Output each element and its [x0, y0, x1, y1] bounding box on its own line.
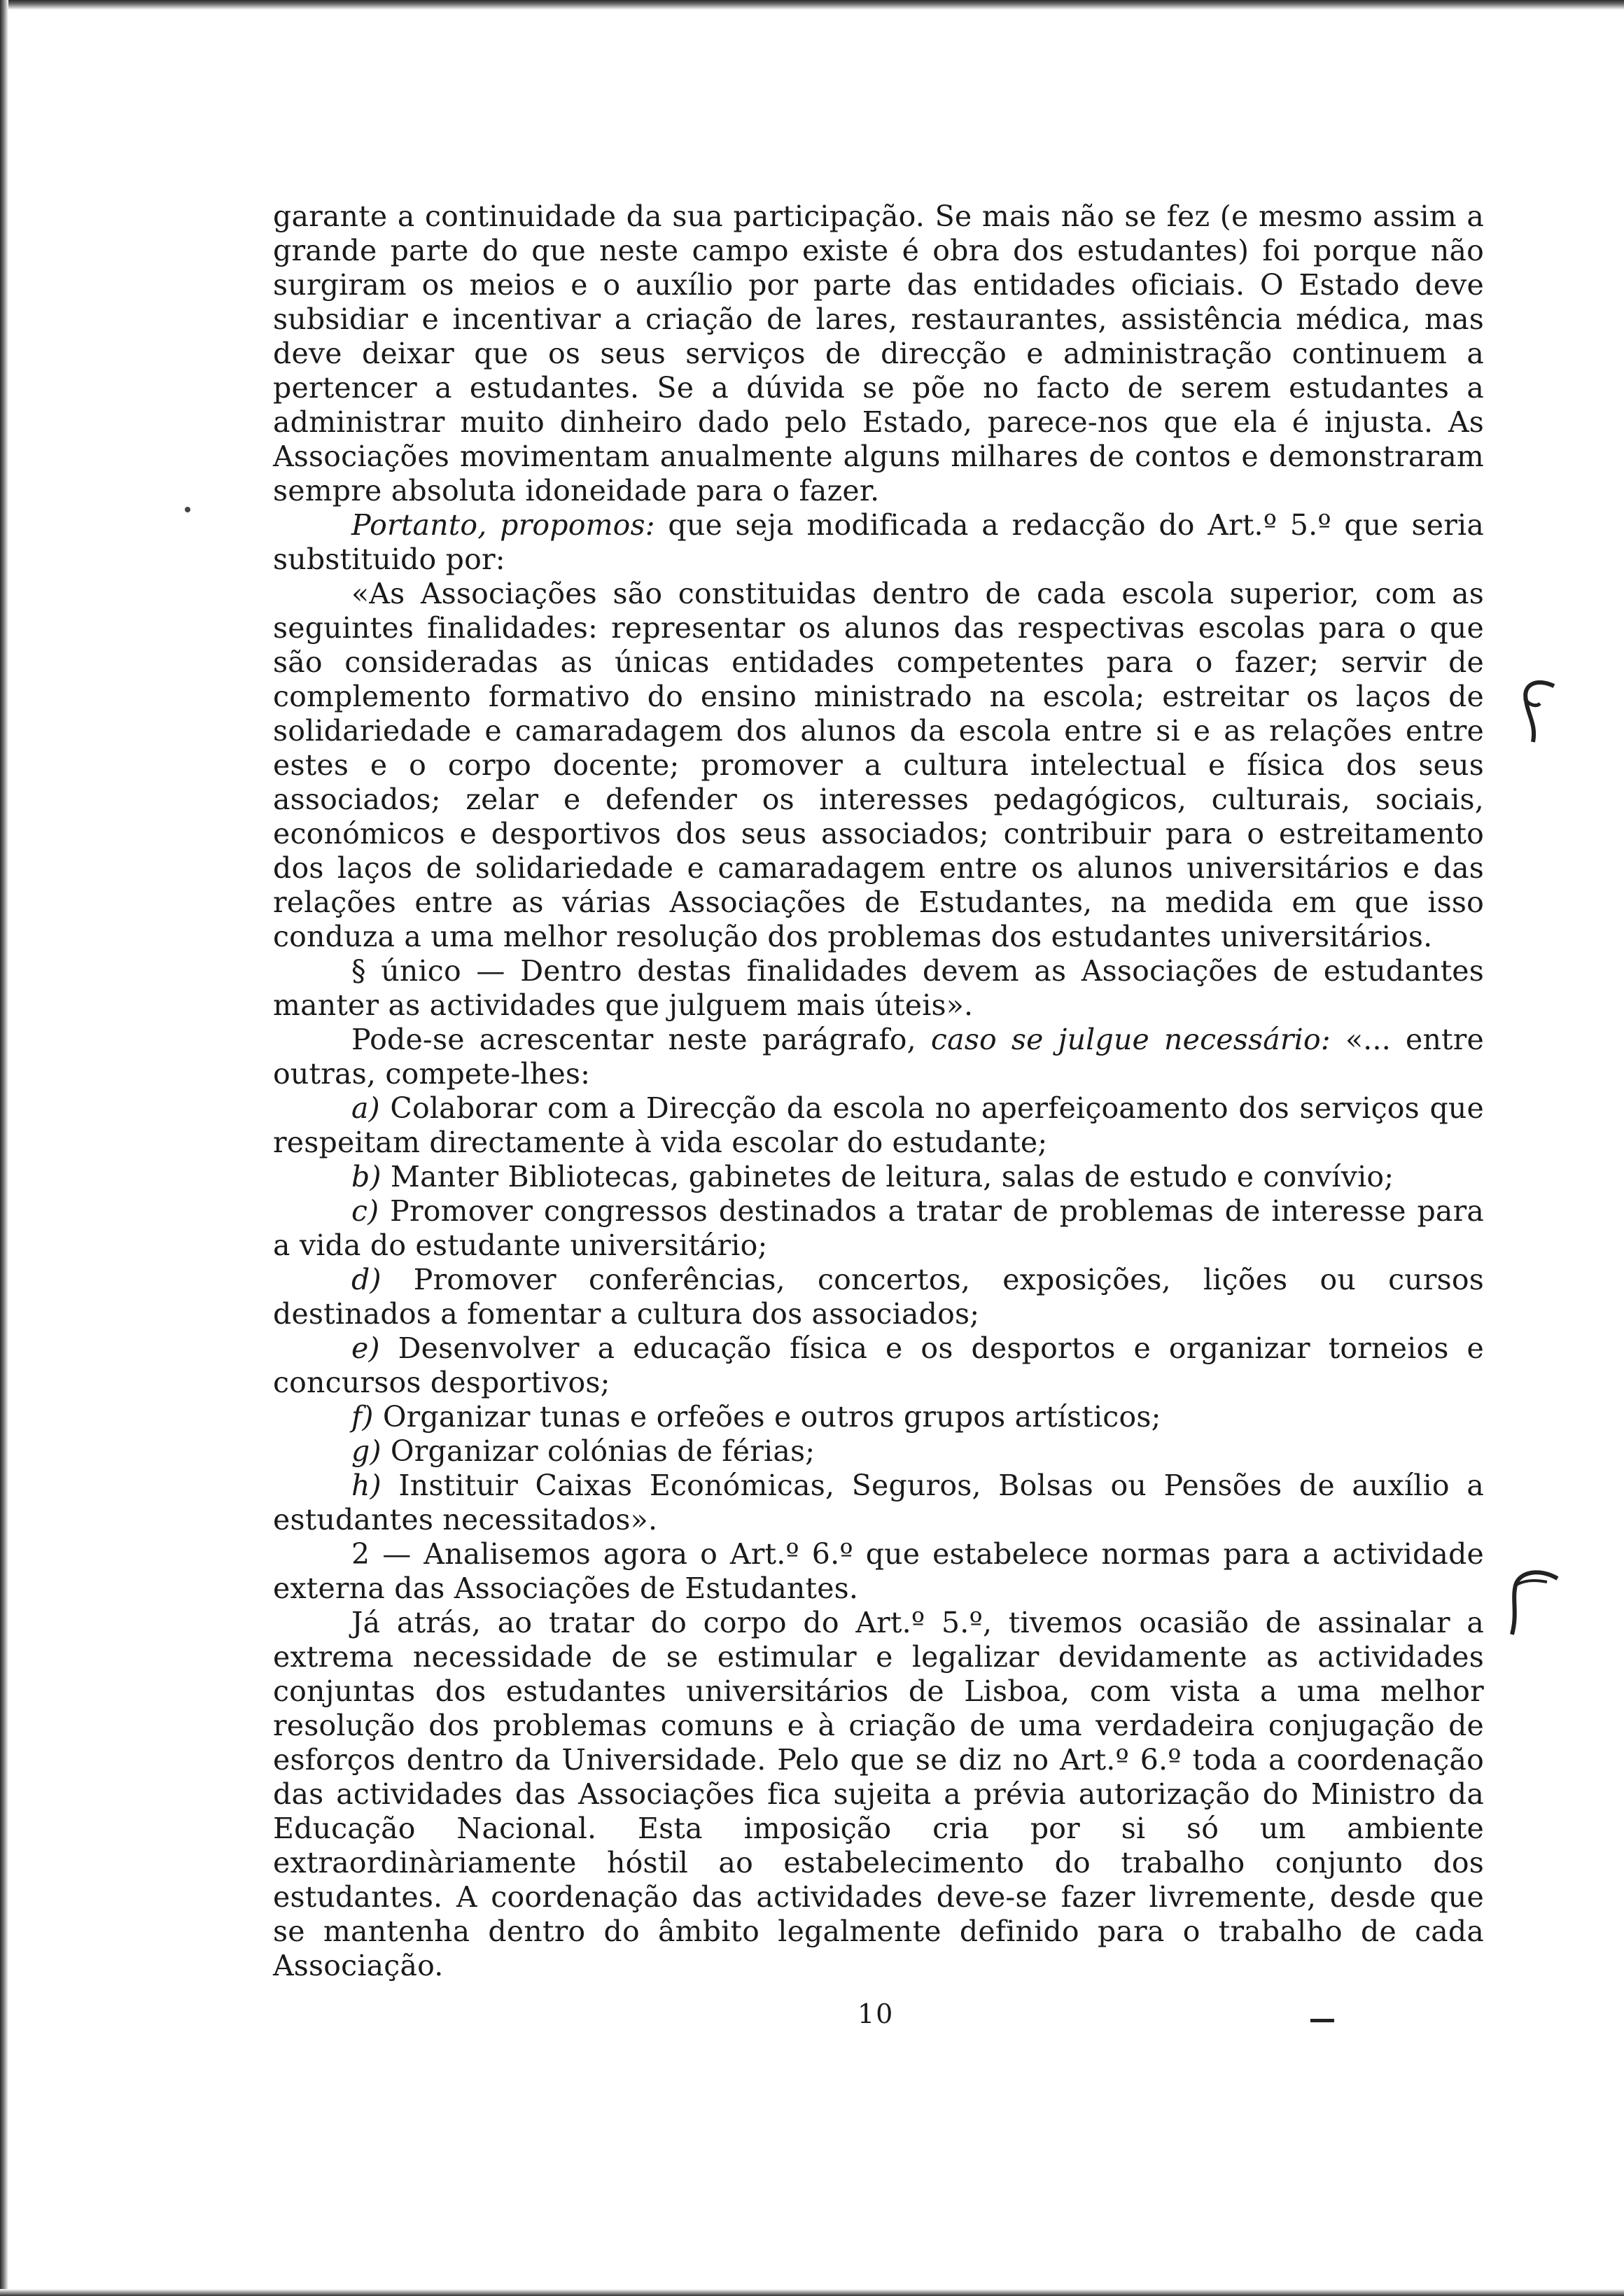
list-item-text: Promover conferências, concertos, exposições, lições ou cursos destinados a fomentar a cultura dos associados;	[273, 1263, 1485, 1331]
list-item	[273, 1160, 1484, 1194]
dash-mark-icon	[1309, 2016, 1337, 2024]
list-item-text: Organizar colónias de férias;	[390, 1434, 816, 1468]
margin-mark-icon	[1491, 1561, 1568, 1645]
paragraph-continuation: garante a continuidade da sua participação. Se mais não se fez (e mesmo assim a grande parte do que neste campo existe é obra dos estudantes) foi porque não surgiram os meios e o auxílio por parte das entidades oficiais. O Estado deve subsidiar e incentivar a criação de lares, restaurantes, assistência médica, mas deve deixar que os seus serviços de direcção e administração continuem a pertencer a estudantes. Se a dúvida se põe no facto de serem estudantes a administrar muito dinheiro dado pelo Estado, parece-nos que ela é injusta. As Associações movimentam anualmente alguns milhares de contos e demonstraram sempre absoluta idoneidade para o fazer.	[273, 200, 1484, 507]
list-item-label: a)	[351, 1091, 380, 1125]
page-number: 10	[858, 1998, 895, 2029]
paragraph-section-unico: § único — Dentro destas finalidades devem as Associações de estudantes manter as actividades que julguem mais úteis».	[273, 954, 1484, 1022]
list-item-label: g)	[351, 1434, 382, 1468]
addendum-emphasis: caso se julgue necessário:	[930, 1023, 1331, 1056]
page-body	[273, 200, 1484, 1983]
list-item-label: h)	[351, 1469, 382, 1502]
list-item-text: Manter Bibliotecas, gabinetes de leitura, salas de estudo e convívio;	[390, 1160, 1394, 1194]
paragraph-article-5-text: «As Associações são constituidas dentro de cada escola superior, com as seguintes finalidades: representar os alunos das respectivas escolas para o que são consideradas as únicas entidades competentes para o fazer; servir de complemento formativo do ensino ministrado na escola; estreitar os laços de solidariedade e camaradagem dos alunos da escola entre si e as relações entre estes e o corpo docente; promover a cultura intelectual e física dos seus associados; zelar e defender os interesses pedagógicos, culturais, sociais, económicos e desportivos dos seus associados; contribuir para o estreitamento dos laços de solidariedade e camaradagem entre os alunos universitários e das relações entre as várias Associações de Estudantes, na medida em que isso conduza a uma melhor resolução dos problemas dos estudantes universitários.	[273, 577, 1484, 953]
paragraph-article-6-discussion: Já atrás, ao tratar do corpo do Art.º 5.º, tivemos ocasião de assinalar a extrema necessidade de se estimular e legalizar devidamente as actividades conjuntas dos estudantes universitários de Lisboa, com vista a uma melhor resolução dos problemas comuns e à criação de uma verdadeira conjugação de esforços dentro da Universidade. Pelo que se diz no Art.º 6.º toda a coordenação das actividades das Associações fica sujeita a prévia autorização do Ministro da Educação Nacional. Esta imposição cria por si só um ambiente extraordinàriamente hóstil ao estabelecimento do trabalho conjunto dos estudantes. A coordenação das actividades deve-se fazer livremente, desde que se mantenha dentro do âmbito legalmente definido para o trabalho de cada Associação.	[273, 1606, 1484, 1982]
scan-edge-bottom	[0, 2289, 1624, 2296]
list-item	[273, 1434, 1484, 1469]
list-item	[273, 1400, 1484, 1434]
list-item	[273, 1091, 1484, 1160]
margin-mark-icon	[1498, 672, 1568, 756]
list-item-text: Organizar tunas e orfeões e outros grupos artísticos;	[382, 1400, 1161, 1434]
list-item-label: b)	[351, 1160, 382, 1194]
dot-mark-icon	[183, 505, 192, 514]
list-item	[273, 1263, 1484, 1331]
list-item-text: Instituir Caixas Económicas, Seguros, Bolsas ou Pensões de auxílio a estudantes necessitados».	[273, 1469, 1484, 1536]
list-item-text: Desenvolver a educação física e os desportos e organizar torneios e concursos desportivos;	[273, 1331, 1484, 1399]
list-item	[273, 1194, 1484, 1263]
list-item-text: Promover congressos destinados a tratar de problemas de interesse para a vida do estudante universitário;	[273, 1194, 1485, 1262]
scan-edge-top	[0, 0, 1624, 10]
paragraph-addendum	[273, 1023, 1484, 1091]
proposal-text: que seja modificada a redacção do Art.º 5.º que seria substituido por:	[273, 508, 1485, 576]
addendum-tail: «... entre outras, compete-lhes:	[273, 1023, 1484, 1091]
addendum-text: Pode-se acrescentar neste parágrafo,	[351, 1023, 931, 1056]
paragraph-proposal	[273, 508, 1484, 577]
list-item-label: e)	[351, 1331, 380, 1365]
list-item-text: Colaborar com a Direcção da escola no aperfeiçoamento dos serviços que respeitam directamente à vida escolar do estudante;	[273, 1091, 1484, 1159]
proposal-lead: Portanto, propomos:	[351, 508, 655, 542]
scan-edge-left	[0, 0, 8, 2296]
list-item-label: d)	[351, 1263, 382, 1296]
list-item-label: c)	[351, 1194, 379, 1228]
list-item-label: f)	[351, 1400, 374, 1434]
paragraph-article-6-intro: 2 — Analisemos agora o Art.º 6.º que estabelece normas para a actividade externa das Associações de Estudantes.	[273, 1537, 1484, 1605]
list-item	[273, 1331, 1484, 1400]
list-item	[273, 1469, 1484, 1537]
